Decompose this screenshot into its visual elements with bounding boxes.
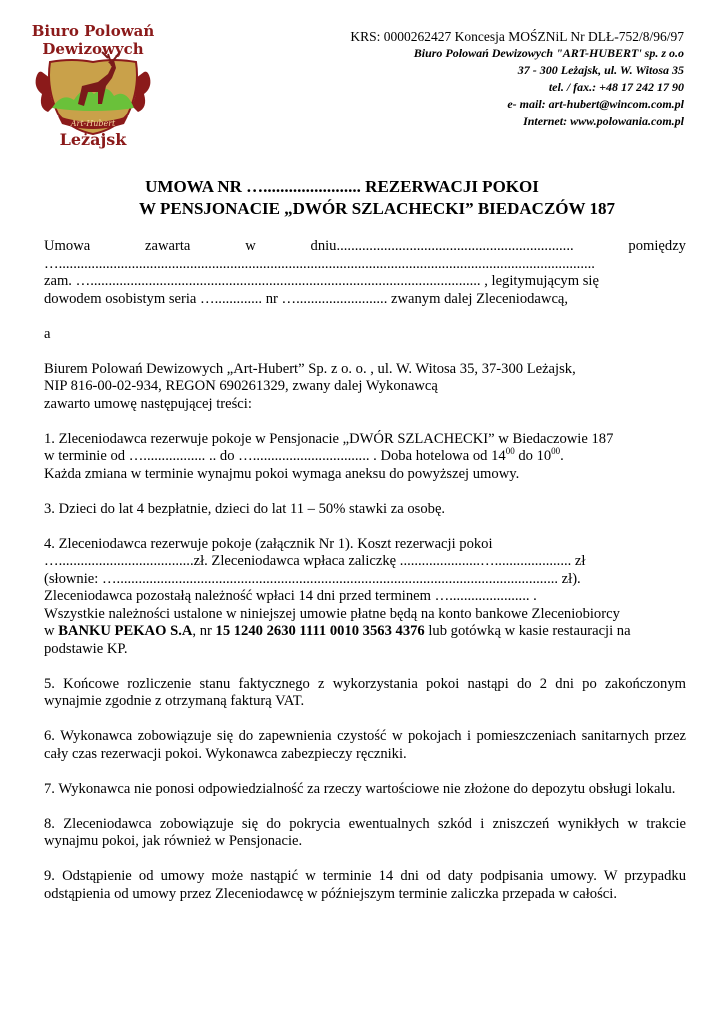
conjunction-a: a — [44, 325, 51, 342]
intro-word: pomiędzy — [628, 238, 686, 254]
logo-top-line2: Dewizowych — [42, 40, 144, 58]
clause-4-line1: 4. Zleceniodawca rezerwuje pokoje (załącznik Nr 1). Koszt rezerwacji pokoi — [44, 535, 493, 552]
document-title — [0, 176, 724, 220]
clause-6: 6. Wykonawca zobowiązuje się do zapewnienia czystość w pokojach i pomieszczeniach sanitarnych przez cały czas rezerwacji pokoi. Wykonawca zabezpieczy ręczniki. — [44, 728, 686, 762]
company-email: e- mail: art-hubert@wincom.com.pl — [507, 97, 684, 111]
intro-line4: dowodem osobistym seria …............. nr …......................... zwanym dalej Zleceniodawcą, — [44, 290, 569, 307]
intro-word: zawarta — [145, 238, 191, 254]
company-address: 37 - 300 Leżajsk, ul. W. Witosa 35 — [517, 63, 684, 77]
clause-4-line5: Wszystkie należności ustalone w niniejszej umowie płatne będą na konto bankowe Zleceniobiorcy — [44, 605, 620, 622]
clause-4-line7: podstawie KP. — [44, 640, 128, 657]
company-name: Biuro Polowań Dewizowych "ART-HUBERT' sp. z o.o — [413, 46, 684, 60]
clause-4-line6: w BANKU PEKAO S.A, nr 15 1240 2630 1111 0010 3563 4376 lub gotówką w kasie restauracji na — [44, 623, 631, 639]
title-line2: W PENSJONACIE „DWÓR SZLACHECKI” BIEDACZÓW 187 — [139, 199, 615, 218]
intro-word: Umowa — [44, 238, 91, 254]
clause-8: 8. Zleceniodawca zobowiązuje się do pokrycia ewentualnych szkód i zniszczeń wynikłych w trakcie wynajmu pokoi, jak również w Pensjonacie. — [44, 815, 686, 849]
company-logo — [28, 22, 158, 154]
clause-5: 5. Końcowe rozliczenie stanu faktycznego z wykorzystania pokoi nastąpi do 2 dni po zakończonym wynajmie zgodnie z otrzymaną fakturą VAT. — [44, 675, 686, 709]
logo-top-line1: Biuro Polowań — [31, 22, 155, 40]
intro-word: dniu................................................................. — [310, 238, 574, 254]
contract-body — [44, 238, 686, 903]
clause-4-line2: ….....................................zł. Zleceniodawca wpłaca zaliczkę ......................…..................... zł — [44, 553, 586, 569]
intro-line3: zam. …........................................................................................................... , legitymującym się — [44, 273, 599, 289]
company-phone: tel. / fax.: +48 17 242 17 90 — [548, 80, 684, 94]
clause-4-line3: (słownie: …......................................................................................................................... zł). — [44, 570, 581, 587]
contractor-line1: Biurem Polowań Dewizowych „Art-Hubert” Sp. z o. o. , ul. W. Witosa 35, 37-300 Leżajsk, — [44, 360, 576, 377]
bank-account-number: 15 1240 2630 1111 0010 3563 4376 — [215, 623, 425, 639]
clause-1-line1: 1. Zleceniodawca rezerwuje pokoje w Pensjonacie „DWÓR SZLACHECKI” w Biedaczowie 187 — [44, 430, 614, 447]
intro-line1 — [44, 238, 686, 256]
contractor-line2: NIP 816-00-02-934, REGON 690261329, zwany dalej Wykonawcą — [44, 378, 438, 394]
intro-line2: …................................................................................................................................................... — [44, 255, 595, 272]
company-website: Internet: www.polowania.com.pl — [523, 114, 684, 128]
clause-1-line2: w terminie od …................. .. do …................................ . Doba hotelowa od $14^{00}$ do $10^{00}$. — [44, 446, 564, 464]
clause-1-line3: Każda zmiana w terminie wynajmu pokoi wymaga aneksu do powyższej umowy. — [44, 465, 520, 482]
intro-word: w — [245, 238, 256, 254]
clause-7: 7. Wykonawca nie ponosi odpowiedzialność za rzeczy wartościowe nie złożone do depozytu obsługi lokalu. — [44, 780, 676, 797]
clause-9: 9. Odstąpienie od umowy może nastąpić w terminie 14 dni od daty podpisania umowy. W przypadku odstąpienia od umowy przez Zleceniodawcę w późniejszym terminie zaliczka przepada w całości. — [44, 868, 686, 902]
logo-ribbon-text: Art-Hubert — [70, 119, 116, 128]
company-header — [350, 28, 684, 130]
clause-3: 3. Dzieci do lat 4 bezpłatnie, dzieci do lat 11 – 50% stawki za osobę. — [44, 500, 446, 517]
title-line1: UMOWA NR …....................... REZERWACJI POKOI — [145, 177, 539, 196]
contractor-line3: zawarto umowę następującej treści: — [44, 395, 252, 412]
krs-line: KRS: 0000262427 Koncesja MOŚZNiL Nr DLŁ-752/8/96/97 — [350, 29, 684, 44]
bank-name: BANKU PEKAO S.A — [58, 623, 193, 639]
clause-4-line4: Zleceniodawca pozostałą należność wpłaci 14 dni przed terminem …...................... . — [44, 588, 537, 604]
logo-bottom-text: Leżajsk — [59, 130, 127, 149]
